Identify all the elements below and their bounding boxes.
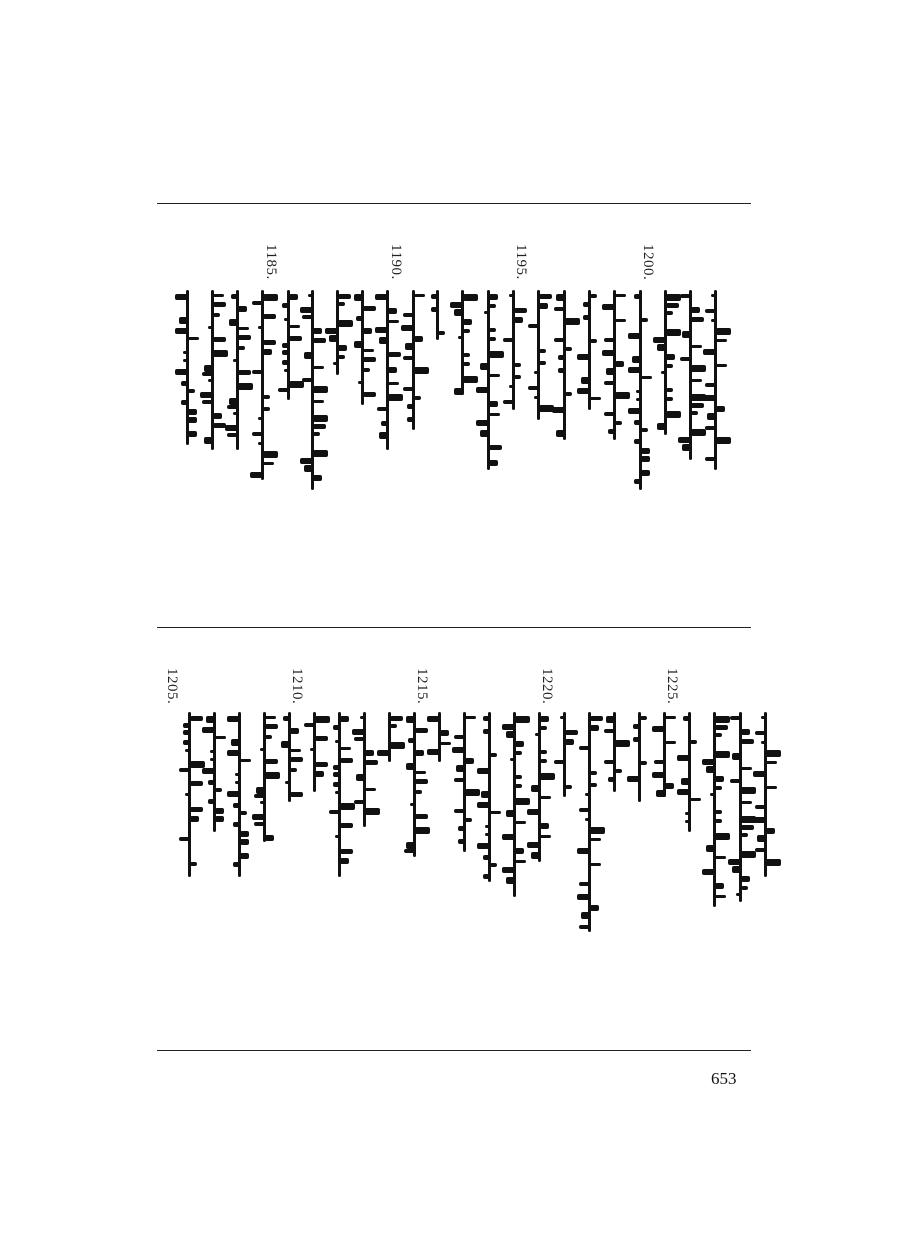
script-line	[380, 712, 398, 762]
bottom-rule	[157, 1050, 751, 1051]
verse-marker-1215: 1215.	[414, 668, 430, 705]
verse-marker-1205: 1205.	[164, 668, 180, 705]
script-line	[328, 290, 346, 375]
script-line	[731, 712, 749, 902]
script-line	[430, 712, 448, 762]
script-line	[253, 290, 271, 480]
script-line	[404, 290, 422, 430]
script-line	[378, 290, 396, 450]
verse-marker-1200: 1200.	[640, 244, 656, 281]
script-line	[203, 290, 221, 450]
script-line	[428, 290, 446, 340]
verse-marker-1190: 1190.	[388, 244, 404, 280]
script-line	[180, 712, 198, 877]
script-line	[680, 712, 698, 832]
script-line	[455, 712, 473, 852]
script-line	[405, 712, 423, 857]
verse-marker-1185: 1185.	[263, 244, 279, 280]
script-line	[205, 712, 223, 832]
script-line	[555, 290, 573, 440]
script-line	[305, 712, 323, 792]
verse-marker-1225: 1225.	[664, 668, 680, 705]
script-line	[530, 712, 548, 862]
script-line	[605, 290, 623, 440]
script-line	[330, 712, 348, 877]
script-line	[706, 290, 724, 470]
verse-marker-1220: 1220.	[539, 668, 555, 705]
script-line	[255, 712, 273, 842]
script-line	[280, 712, 298, 802]
script-line	[631, 290, 649, 490]
script-line	[480, 712, 498, 882]
script-line	[656, 290, 674, 435]
script-line	[355, 712, 373, 827]
script-line	[228, 290, 246, 450]
script-line	[756, 712, 774, 877]
verse-marker-1210: 1210.	[289, 668, 305, 705]
script-line	[529, 290, 547, 420]
script-line	[605, 712, 623, 792]
script-line	[580, 290, 598, 410]
script-line	[504, 290, 522, 410]
verse-marker-1195: 1195.	[513, 244, 529, 280]
script-line	[630, 712, 648, 802]
script-line	[580, 712, 598, 932]
script-line	[555, 712, 573, 797]
script-line	[303, 290, 321, 490]
script-line	[705, 712, 723, 907]
script-line	[353, 290, 371, 405]
script-line	[655, 712, 673, 797]
script-line	[178, 290, 196, 445]
script-line	[453, 290, 471, 395]
script-line	[230, 712, 248, 877]
script-line	[279, 290, 297, 400]
script-line	[505, 712, 523, 897]
top-rule	[157, 203, 751, 204]
page-number: 653	[711, 1069, 737, 1088]
script-line	[479, 290, 497, 470]
middle-rule	[157, 627, 751, 628]
script-line	[681, 290, 699, 460]
